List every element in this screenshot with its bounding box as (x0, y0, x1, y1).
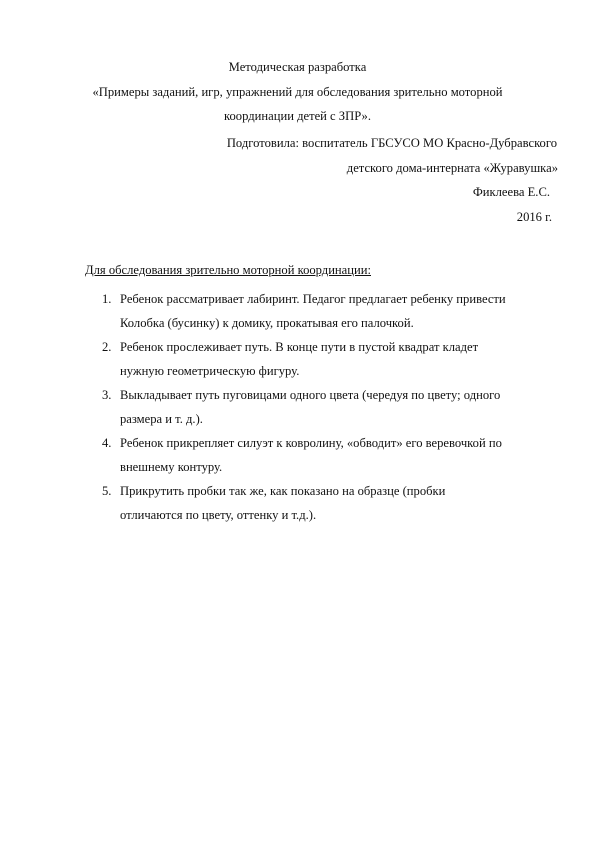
list-item-line: внешнему контуру. (120, 460, 223, 474)
document-subtitle-line-2: координации детей с ЗПР». (224, 109, 371, 123)
list-item-line: Ребенок рассматривает лабиринт. Педагог предлагает ребенку привести (120, 292, 506, 306)
list-item-line: размера и т. д.). (120, 412, 203, 426)
list-item-line: нужную геометрическую фигуру. (120, 364, 300, 378)
list-item-number: 5. (102, 484, 112, 498)
list-item-number: 3. (102, 388, 112, 402)
section-title: Для обследования зрительно моторной координации: (85, 263, 371, 277)
list-item-line: Ребенок прослеживает путь. В конце пути в пустой квадрат кладет (120, 340, 479, 354)
list-item-number: 1. (102, 292, 112, 306)
list-item-number: 2. (102, 340, 112, 354)
document-year: 2016 г. (516, 210, 552, 224)
document-title: Методическая разработка (228, 60, 367, 74)
task-list (95, 287, 565, 527)
list-item (95, 479, 565, 527)
list-item-number: 4. (102, 436, 112, 450)
list-item-line: Прикрутить пробки так же, как показано на образце (пробки (120, 484, 446, 498)
list-item (95, 287, 565, 335)
list-item (95, 383, 565, 431)
list-item-line: Колобка (бусинку) к домику, прокатывая его палочкой. (120, 316, 414, 330)
list-item (95, 335, 565, 383)
list-item (95, 431, 565, 479)
author-line-2: детского дома-интерната «Журавушка» (346, 161, 558, 175)
list-item-line: Ребенок прикрепляет силуэт к ковролину, «обводит» его веревочкой по (120, 436, 502, 450)
author-name: Фиклеева Е.С. (472, 185, 550, 199)
author-line-1: Подготовила: воспитатель ГБСУСО МО Красно-Дубравского (226, 136, 557, 150)
document-subtitle-line-1: «Примеры заданий, игр, упражнений для обследования зрительно моторной (92, 85, 503, 99)
list-item-line: отличаются по цвету, оттенку и т.д.). (120, 508, 317, 522)
list-item-line: Выкладывает путь пуговицами одного цвета (чередуя по цвету; одного (120, 388, 501, 402)
